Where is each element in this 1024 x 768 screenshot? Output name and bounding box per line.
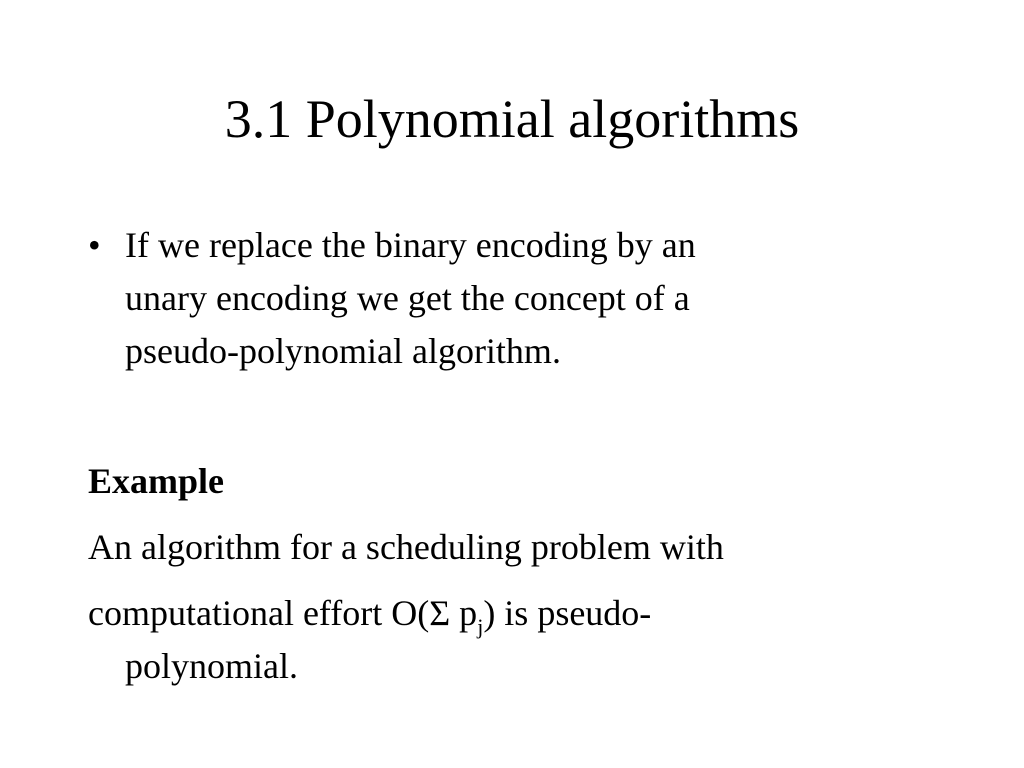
formula-prefix: computational effort O(Σ p [88, 593, 478, 633]
bullet-line: pseudo-polynomial algorithm. [125, 331, 561, 371]
bullet-text [125, 219, 696, 378]
example-heading: Example [88, 461, 225, 501]
formula-subscript: j [477, 614, 484, 639]
example-line-with-formula [88, 587, 651, 640]
formula-suffix: ) is pseudo- [483, 593, 652, 633]
bullet-line: unary encoding we get the concept of a [125, 278, 690, 318]
example-line: An algorithm for a scheduling problem with [88, 527, 724, 567]
slide-title: 3.1 Polynomial algorithms [224, 89, 800, 149]
example-line: polynomial. [125, 646, 298, 686]
bullet-marker: • [88, 225, 101, 265]
bullet-line: If we replace the binary encoding by an [125, 225, 696, 265]
